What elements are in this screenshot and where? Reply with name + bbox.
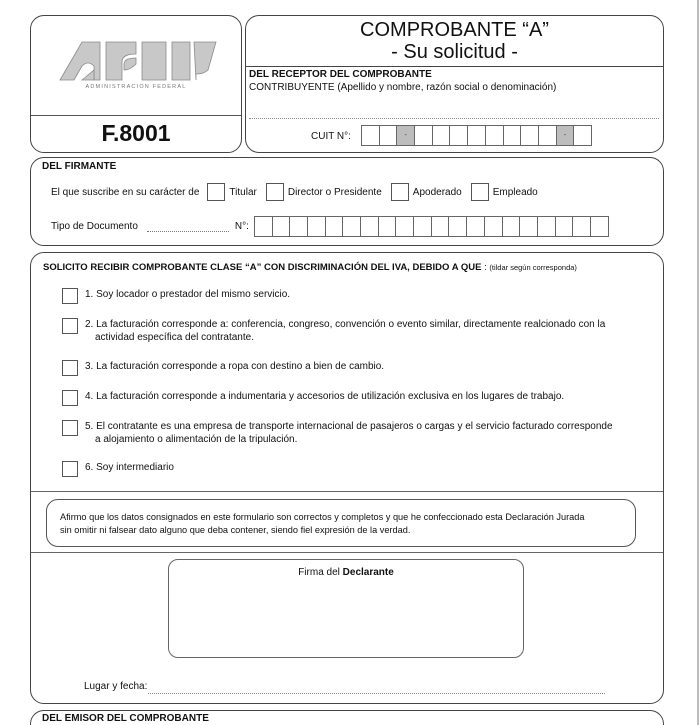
titular-label: Titular [229,186,257,198]
logo-subtitle: ADMINISTRACION FEDERAL [85,84,187,90]
lugar-fecha-label: Lugar y fecha: [84,681,148,692]
option-2-checkbox[interactable] [62,318,78,334]
cuit-cell[interactable] [432,125,451,146]
form-number: F.8001 [101,120,171,146]
doc-cell[interactable] [289,216,308,237]
doc-cell[interactable] [519,216,538,237]
option-3-checkbox[interactable] [62,360,78,376]
apoderado-label: Apoderado [412,186,462,198]
doc-cell[interactable] [448,216,467,237]
doc-cell[interactable] [555,216,574,237]
cuit-cell[interactable] [361,125,380,146]
declaracion-line-1: Afirmo que los datos consignados en este formulario son correctos y completos y que he confeccionado esta Declaración Jurada [60,512,585,522]
option-1 [62,289,655,304]
option-4 [62,391,655,406]
cuit-cell[interactable] [414,125,433,146]
cuit-cell[interactable] [379,125,398,146]
doc-cell[interactable] [254,216,273,237]
cuit-separator-cell: - [556,125,575,146]
cuit-cell[interactable] [485,125,504,146]
option-2-text-cont: actividad específica del contratante. [95,331,254,343]
option-1-checkbox[interactable] [62,288,78,304]
doc-cell[interactable] [395,216,414,237]
title-panel [245,15,664,153]
section-heading [43,262,577,273]
divider [31,491,663,492]
option-6-text: 6. Soy intermediario [85,462,174,473]
cuit-cell[interactable] [538,125,557,146]
option-4-text: 4. La facturación corresponde a indumentaria y accesorios de utilización exclusiva en los lugares de trabajo. [85,391,565,402]
doc-cell[interactable] [360,216,379,237]
declaracion-jurada-box [46,499,636,547]
option-5-text-cont: a alojamiento o alimentación de la tripulación. [95,433,298,445]
afip-logo-icon [58,40,218,82]
tipo-documento-input[interactable] [147,222,229,232]
option-4-checkbox[interactable] [62,390,78,406]
doc-cell[interactable] [307,216,326,237]
divider [31,552,663,553]
doc-cell[interactable] [466,216,485,237]
option-6 [62,462,655,477]
option-2 [62,319,655,344]
option-3-text: 3. La facturación corresponde a ropa con destino a bien de cambio. [85,361,385,372]
doc-cell[interactable] [502,216,521,237]
section-heading: DEL FIRMANTE [42,161,117,172]
cuit-cell[interactable] [449,125,468,146]
contribuyente-input-line[interactable] [249,118,659,119]
firma-signature-area[interactable] [168,559,524,658]
empleado-label: Empleado [492,186,538,198]
option-5 [62,421,655,446]
divider [246,66,663,67]
option-6-checkbox[interactable] [62,461,78,477]
caracter-row [51,183,547,201]
doc-cell[interactable] [431,216,450,237]
doc-cell[interactable] [484,216,503,237]
emisor-section [30,710,664,725]
director-checkbox[interactable] [266,183,284,201]
page-edge [697,0,699,725]
caracter-label: El que suscribe en su carácter de [51,186,200,198]
apoderado-checkbox[interactable] [391,183,409,201]
empleado-checkbox[interactable] [471,183,489,201]
declaracion-line-2: sin omitir ni falsear dato alguno que deba contener, siendo fiel expresión de la verdad. [60,524,411,535]
logo-panel [30,15,242,153]
firmante-section [30,157,664,246]
doc-cell[interactable] [272,216,291,237]
lugar-fecha-input[interactable] [148,693,605,694]
cuit-input[interactable] [362,125,592,146]
cuit-cell[interactable] [467,125,486,146]
cuit-cell[interactable] [573,125,592,146]
option-3 [62,361,655,376]
divider [31,115,241,116]
option-5-checkbox[interactable] [62,420,78,436]
titular-checkbox[interactable] [207,183,225,201]
doc-cell[interactable] [572,216,591,237]
doc-cell[interactable] [413,216,432,237]
document-subtitle: - Su solicitud - [391,41,518,63]
solicito-heading: SOLICITO RECIBIR COMPROBANTE CLASE “A” CON DISCRIMINACIÓN DEL IVA, DEBIDO A QUE [43,262,482,273]
doc-cell[interactable] [342,216,361,237]
option-5-text: 5. El contratante es una empresa de transporte internacional de pasajeros o cargas y el servicio facturado corresponde [85,421,613,432]
firma-label: Firma del Declarante [298,567,394,578]
cuit-separator-cell: - [396,125,415,146]
solicito-section [30,252,664,704]
doc-cell[interactable] [378,216,397,237]
director-label: Director o Presidente [287,186,382,198]
contribuyente-label: CONTRIBUYENTE (Apellido y nombre, razón social o denominación) [249,82,557,93]
section-heading: DEL EMISOR DEL COMPROBANTE [42,713,209,724]
tipo-documento-label: Tipo de Documento [51,221,138,232]
receptor-heading: DEL RECEPTOR DEL COMPROBANTE [249,69,432,80]
heading-separator: : [481,262,490,273]
document-title: COMPROBANTE “A” [360,19,549,41]
cuit-cell[interactable] [503,125,522,146]
cuit-cell[interactable] [520,125,539,146]
heading-note: (tildar según corresponda) [489,263,577,272]
option-2-text: 2. La facturación corresponde a: conferencia, congreso, convención o evento similar, directamente realcionado con la [85,319,606,330]
doc-cell[interactable] [590,216,609,237]
numero-label: N°: [234,221,249,232]
cuit-label: CUIT N°: [311,131,351,142]
doc-cell[interactable] [325,216,344,237]
documento-row [51,216,609,237]
option-1-text: 1. Soy locador o prestador del mismo servicio. [85,289,291,300]
numero-documento-input[interactable] [255,216,609,237]
doc-cell[interactable] [537,216,556,237]
